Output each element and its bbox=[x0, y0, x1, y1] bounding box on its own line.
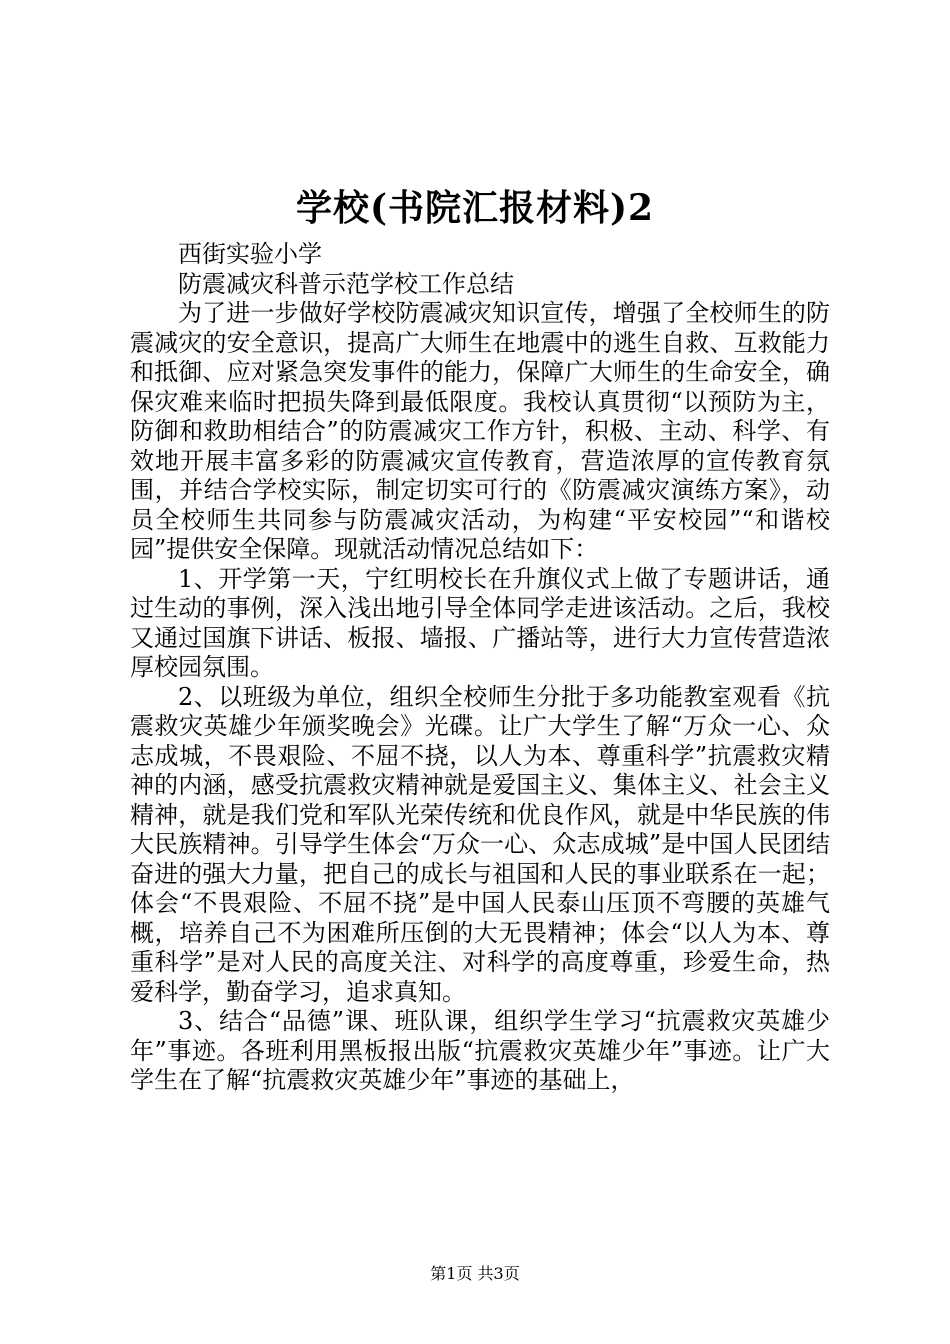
page-number-footer: 第1页 共3页 bbox=[430, 1264, 520, 1283]
document-body bbox=[130, 240, 830, 1096]
paragraph-intro: 为了进一步做好学校防震减灾知识宣传，增强了全校师生的防震减灾的安全意识，提高广大师生在地震中的逃生自救、互救能力和抵御、应对紧急突发事件的能力，保障广大师生的生命安全，确保灾难来临时把损失降到最低限度。我校认真贯彻“以预防为主，防御和救助相结合”的防震减灾工作方针，积极、主动、科学、有效地开展丰富多彩的防震减灾宣传教育，营造浓厚的宣传教育氛围，并结合学校实际，制定切实可行的《防震减灾演练方案》，动员全校师生共同参与防震减灾活动，为构建“平安校园”“和谐校园”提供安全保障。现就活动情况总结如下： bbox=[130, 299, 830, 563]
document-title: 学校(书院汇报材料)2 bbox=[295, 187, 655, 229]
paragraph-item-2: 2、以班级为单位，组织全校师生分批于多功能教室观看《抗震救灾英雄少年颁奖晚会》光碟。让广大学生了解“万众一心、众志成城，不畏艰险、不屈不挠，以人为本、尊重科学”抗震救灾精神的内涵，感受抗震救灾精神就是爱国主义、集体主义、社会主义精神，就是我们党和军队光荣传统和优良作风，就是中华民族的伟大民族精神。引导学生体会“万众一心、众志成城”是中国人民团结奋进的强大力量，把自己的成长与祖国和人民的事业联系在一起；体会“不畏艰险、不屈不挠”是中国人民泰山压顶不弯腰的英雄气概，培养自己不为困难所压倒的大无畏精神；体会“以人为本、尊重科学”是对人民的高度关注、对科学的高度尊重，珍爱生命，热爱科学，勤奋学习，追求真知。 bbox=[130, 682, 830, 1006]
paragraph-item-1: 1、开学第一天，宁红明校长在升旗仪式上做了专题讲话，通过生动的事例，深入浅出地引导全体同学走进该活动。之后，我校又通过国旗下讲话、板报、墙报、广播站等，进行大力宣传营造浓厚校园氛围。 bbox=[130, 564, 830, 681]
paragraph-item-3: 3、结合“品德”课、班队课，组织学生学习“抗震救灾英雄少年”事迹。各班利用黑板报出版“抗震救灾英雄少年”事迹。让广大学生在了解“抗震救灾英雄少年”事迹的基础上， bbox=[130, 1007, 830, 1094]
school-name: 西街实验小学 bbox=[178, 240, 322, 268]
document-subtitle: 防震减灾科普示范学校工作总结 bbox=[178, 269, 514, 298]
